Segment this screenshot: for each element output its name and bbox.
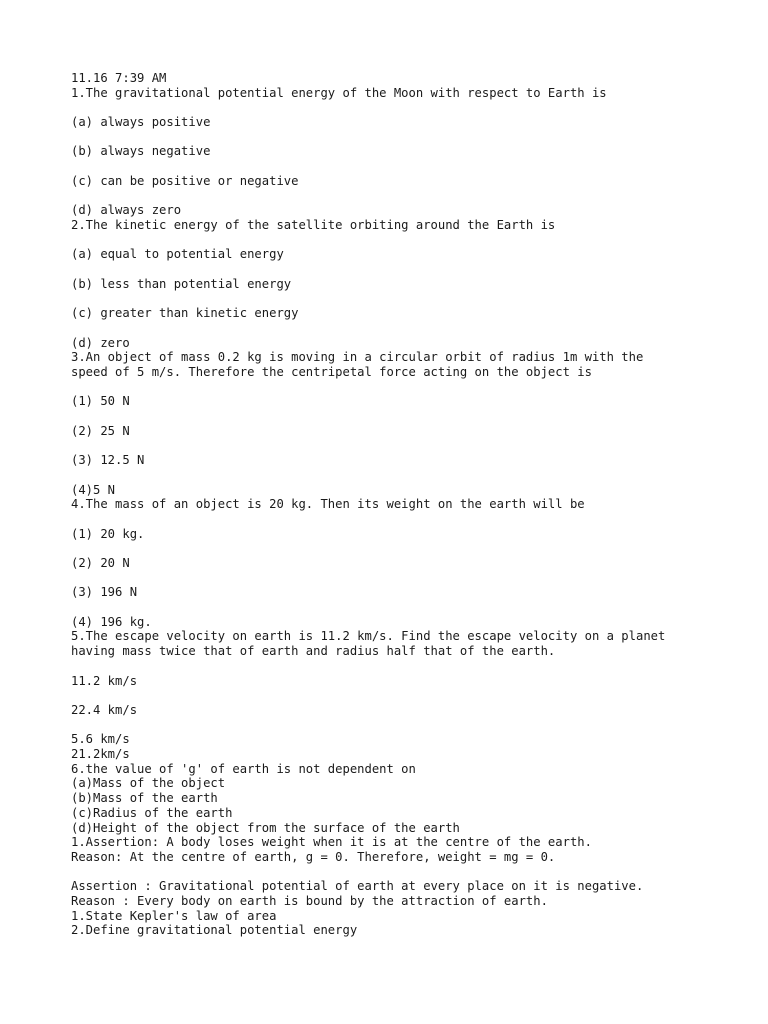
text-line: (3) 12.5 N [71,453,145,468]
text-line: (3) 196 N [71,585,138,600]
text-line: 4.The mass of an object is 20 kg. Then its weight on the earth will be [71,497,585,512]
text-line: 22.4 km/s [71,702,138,717]
blank-line [71,541,751,556]
blank-line [71,100,751,115]
text-line: speed of 5 m/s. Therefore the centripetal force acting on the object is [71,364,592,379]
text-line: 1.The gravitational potential energy of the Moon with respect to Earth is [71,85,607,100]
blank-line [71,865,751,880]
text-line: (d)Height of the object from the surface of the earth [71,820,460,835]
text-line: 1.State Kepler's law of area [71,908,277,923]
text-line: (a) always positive [71,115,211,130]
text-line: 1.Assertion: A body loses weight when it is at the centre of the earth. [71,835,592,850]
text-line: (b) always negative [71,144,211,159]
text-line: (a) equal to potential energy [71,247,284,262]
text-line: (b) less than potential energy [71,276,292,291]
blank-line [71,130,751,145]
blank-line [71,688,751,703]
blank-line [71,262,751,277]
blank-line [71,291,751,306]
text-line: 6.the value of 'g' of earth is not dependent on [71,761,416,776]
text-line: (a)Mass of the object [71,776,226,791]
text-line: 2.The kinetic energy of the satellite orbiting around the Earth is [71,217,556,232]
text-line: (1) 20 kg. [71,526,145,541]
text-line: (2) 20 N [71,555,130,570]
text-line: (c)Radius of the earth [71,805,233,820]
blank-line [71,438,751,453]
text-line: 5.6 km/s [71,732,130,747]
text-line: 2.Define gravitational potential energy [71,923,358,938]
text-line: (c) can be positive or negative [71,173,299,188]
text-line: 11.16 7:39 AM [71,71,167,85]
blank-line [71,718,751,733]
blank-line [71,659,751,674]
text-line: (4) 196 kg. [71,614,152,629]
text-line: (4)5 N [71,482,116,497]
text-line: (d) always zero [71,203,182,218]
blank-line [71,571,751,586]
text-line: (c) greater than kinetic energy [71,306,299,321]
text-line: Reason : Every body on earth is bound by the attraction of earth. [71,894,548,909]
text-line: 3.An object of mass 0.2 kg is moving in a circular orbit of radius 1m with the [71,350,644,365]
text-line: 5.The escape velocity on earth is 11.2 km/s. Find the escape velocity on a planet [71,629,666,644]
blank-line [71,321,751,336]
text-line: (d) zero [71,335,130,350]
text-line: Assertion : Gravitational potential of earth at every place on it is negative. [71,879,644,894]
text-line: Reason: At the centre of earth, g = 0. Therefore, weight = mg = 0. [71,849,556,864]
blank-line [71,233,751,248]
text-line: (1) 50 N [71,394,130,409]
blank-line [71,409,751,424]
text-line: (b)Mass of the earth [71,791,218,806]
blank-line [71,159,751,174]
document-page [71,71,751,938]
blank-line [71,380,751,395]
blank-line [71,512,751,527]
blank-line [71,600,751,615]
text-line: having mass twice that of earth and radius half that of the earth. [71,644,556,659]
blank-line [71,468,751,483]
text-line: 11.2 km/s [71,673,138,688]
text-line: 21.2km/s [71,747,130,762]
text-line: (2) 25 N [71,423,130,438]
blank-line [71,189,751,204]
